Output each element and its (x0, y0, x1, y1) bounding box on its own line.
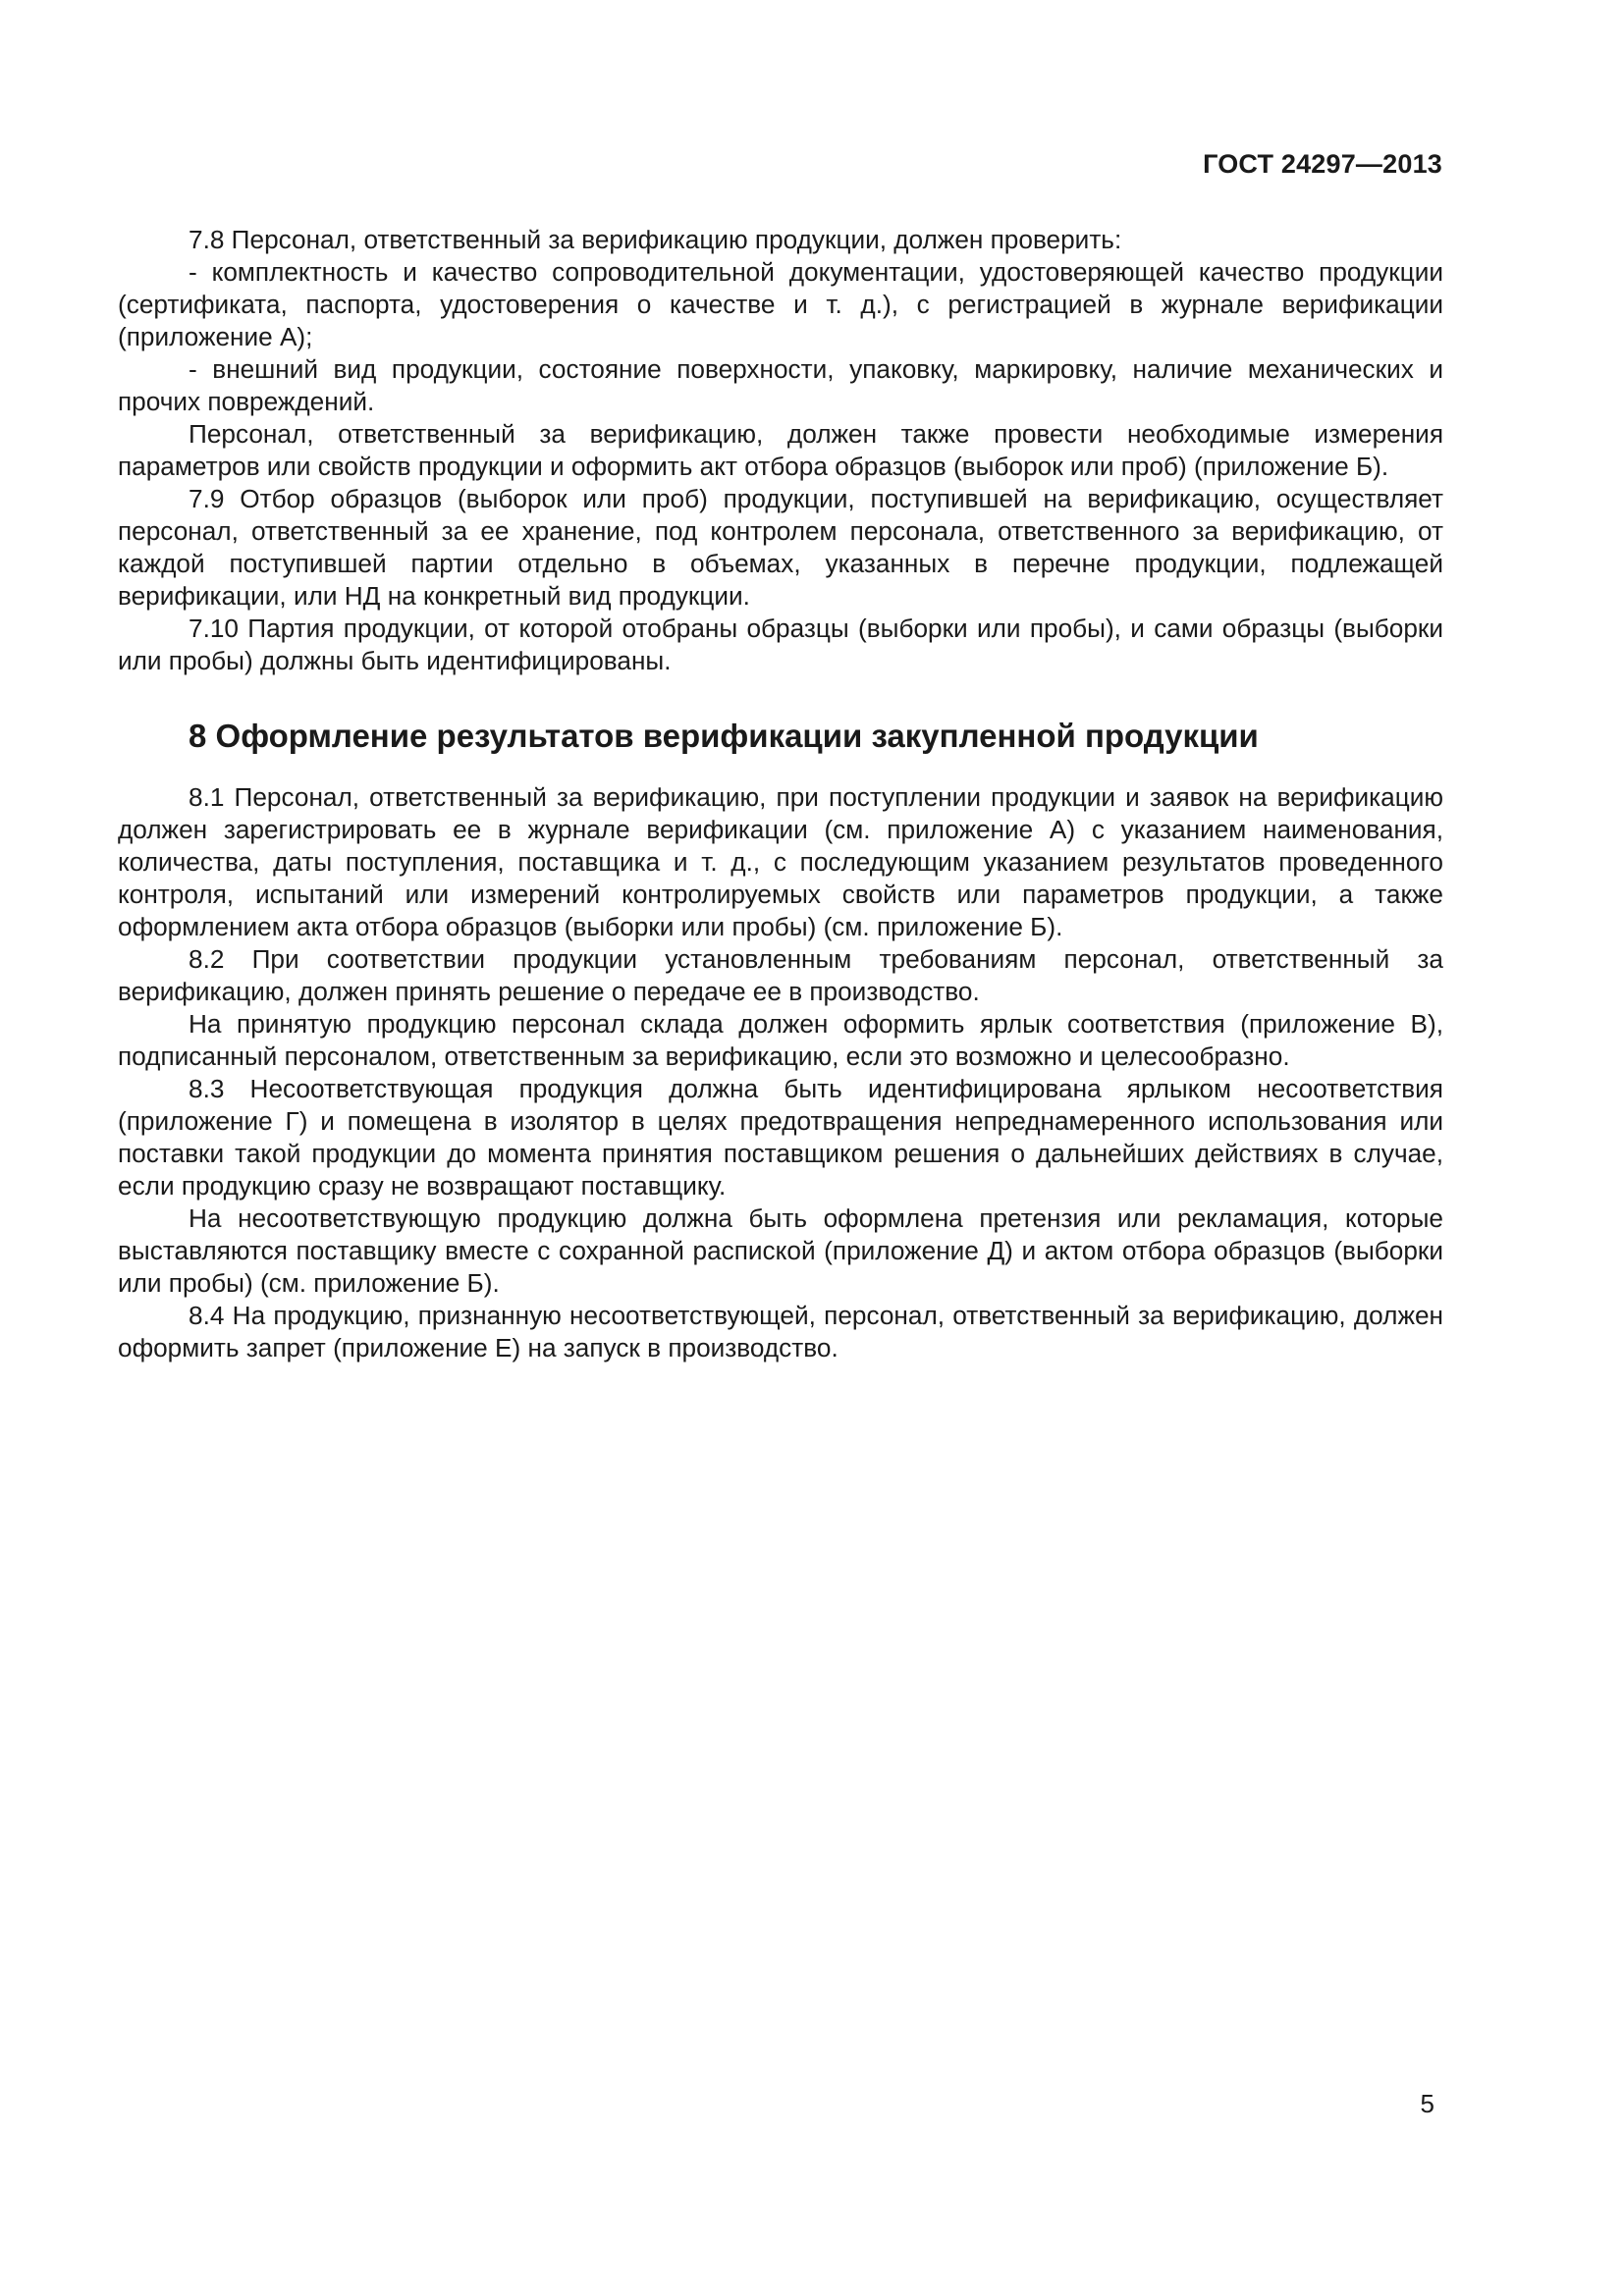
document-code-header: ГОСТ 24297—2013 (1203, 149, 1442, 179)
paragraph-8-4: 8.4 На продукцию, признанную несоответствующей, персонал, ответственный за верификацию, должен оформить запрет (приложение Е) на запуск в производство. (118, 1301, 1443, 1362)
paragraph-conformity-label: На принятую продукцию персонал склада должен оформить ярлык соответствия (приложение В), подписанный персоналом, ответственным за верификацию, если это возможно и целесообразно. (118, 1009, 1443, 1071)
paragraph-7-9: 7.9 Отбор образцов (выборок или проб) продукции, поступившей на верификацию, осуществляет персонал, ответственный за ее хранение, под контролем персонала, ответственного за верификацию, от каждой поступившей партии отдельно в объемах, указанных в перечне продукции, подлежащей верификации, или НД на конкретный вид продукции. (118, 484, 1443, 611)
paragraph-8-2: 8.2 При соответствии продукции установленным требованиям персонал, ответственный за верификацию, должен принять решение о передаче ее в производство. (118, 944, 1443, 1006)
page-number: 5 (1420, 2089, 1434, 2118)
paragraph-7-8: 7.8 Персонал, ответственный за верификацию продукции, должен проверить: (189, 225, 1122, 254)
paragraph-7-10: 7.10 Партия продукции, от которой отобраны образцы (выборки или пробы), и сами образцы (выборки или пробы) должны быть идентифицированы. (118, 614, 1443, 675)
document-body (118, 224, 1443, 1364)
paragraph-measurements: Персонал, ответственный за верификацию, должен также провести необходимые измерения параметров или свойств продукции и оформить акт отбора образцов (выборок или проб) (приложение Б). (118, 419, 1443, 481)
list-item-appearance: - внешний вид продукции, состояние поверхности, упаковку, маркировку, наличие механических и прочих повреждений. (118, 354, 1443, 416)
section-8-heading: 8 Оформление результатов верификации закупленной продукции (189, 718, 1259, 754)
paragraph-8-1: 8.1 Персонал, ответственный за верификацию, при поступлении продукции и заявок на верификацию должен зарегистрировать ее в журнале верификации (см. приложение А) с указанием наименования, количества, даты поступления, поставщика и т. д., с последующим указанием результатов проведенного контроля, испытаний или измерений контролируемых свойств или параметров продукции, а также оформлением акта отбора образцов (выборки или пробы) (см. приложение Б). (118, 782, 1443, 941)
paragraph-claim: На несоответствующую продукцию должна быть оформлена претензия или рекламация, которые выставляются поставщику вместе с сохранной распиской (приложение Д) и актом отбора образцов (выборки или пробы) (см. приложение Б). (118, 1203, 1443, 1298)
paragraph-8-3: 8.3 Несоответствующая продукция должна быть идентифицирована ярлыком несоответствия (приложение Г) и помещена в изолятор в целях предотвращения непреднамеренного использования или поставки такой продукции до момента принятия поставщиком решения о дальнейших действиях в случае, если продукцию сразу не возвращают поставщику. (118, 1074, 1443, 1201)
list-item-documentation: - комплектность и качество сопроводительной документации, удостоверяющей качество продукции (сертификата, паспорта, удостоверения о качестве и т. д.), с регистрацией в журнале верификации (приложение А); (118, 257, 1443, 351)
